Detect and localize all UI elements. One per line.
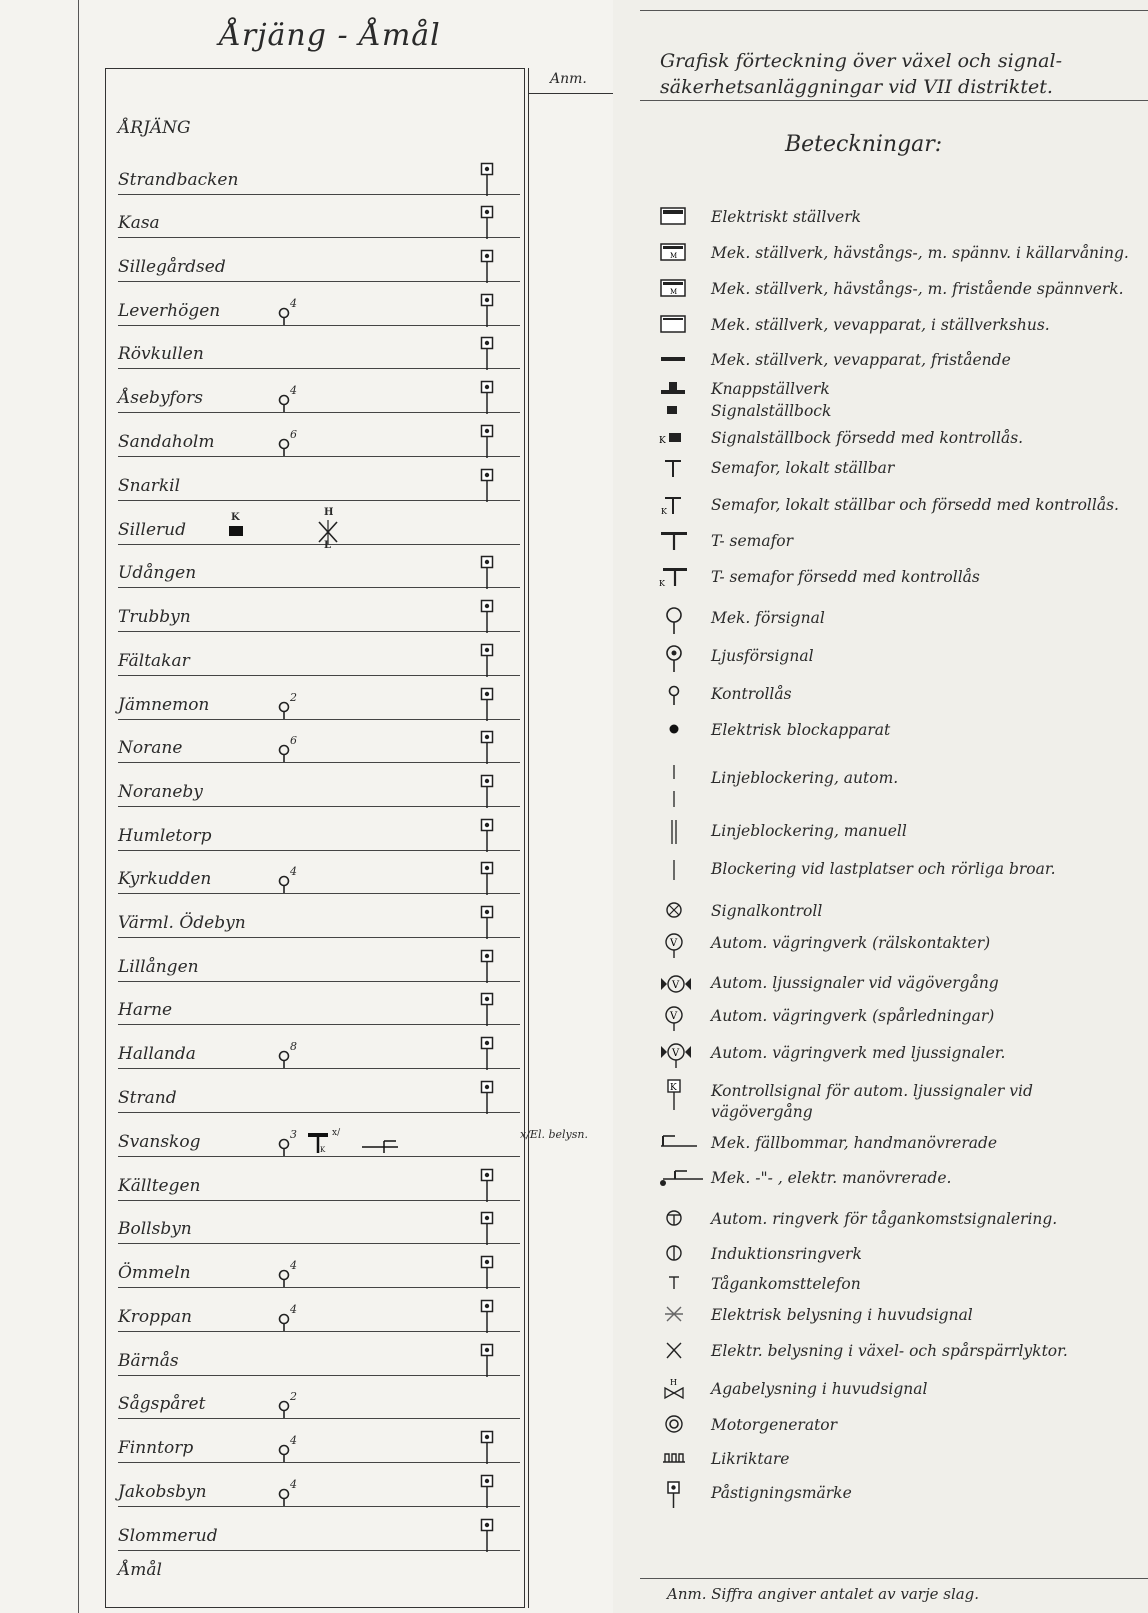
legend-text: Mek. ställverk, hävstångs-, m. fristående spännverk.	[711, 280, 1124, 298]
boarding-mark-icon	[480, 861, 494, 897]
legend-text: Mek. ställverk, hävstångs-, m. spännv. i källarvåning.	[711, 244, 1129, 262]
lock-count: 6	[290, 428, 297, 441]
station-name: Sandaholm	[118, 432, 215, 452]
station-line	[118, 806, 520, 807]
boarding-mark-icon	[480, 730, 494, 766]
legend-text: Autom. vägringverk med ljussignaler.	[711, 1044, 1006, 1062]
svg-text:V: V	[670, 1011, 678, 1022]
boarding-mark-icon	[480, 380, 494, 416]
legend-item	[655, 1165, 1145, 1195]
boarding-mark-icon	[480, 1343, 494, 1379]
control-lock-icon	[276, 1046, 302, 1072]
legend-text: Kontrollås	[711, 685, 792, 703]
boarding-mark-icon	[480, 424, 494, 460]
svg-text:K: K	[670, 1083, 677, 1093]
station-line	[118, 456, 520, 457]
auto-ringer-icon	[659, 1206, 693, 1236]
legend-text: Autom. ringverk för tågankomstsignalering.	[711, 1210, 1058, 1228]
station-name: Kroppan	[118, 1307, 192, 1327]
boarding-mark-icon	[480, 774, 494, 810]
station-name: Humletorp	[118, 826, 212, 846]
k-label: K	[231, 512, 240, 523]
boarding-mark-icon	[480, 1168, 494, 1204]
legend-item	[655, 1412, 1145, 1442]
station-row	[0, 607, 640, 637]
legend-text: Linjeblockering, manuell	[711, 822, 907, 840]
station-name: Jämnemon	[118, 695, 210, 715]
legend-text: Elektr. belysning i växel- och spårspärrlyktor.	[711, 1342, 1068, 1360]
station-line	[118, 631, 520, 632]
lock-count: 4	[290, 1478, 297, 1491]
svg-text:M: M	[670, 288, 678, 296]
legend-text: T- semafor försedd med kontrollås	[711, 568, 980, 586]
station-name: Bärnås	[118, 1351, 179, 1371]
gas-lighting-icon	[659, 1376, 693, 1406]
auto-bell-track-icon	[659, 1003, 693, 1033]
station-name: Åsebyfors	[118, 388, 203, 408]
station-name: Strandbacken	[118, 170, 239, 190]
svg-text:V: V	[672, 980, 680, 991]
electric-lighting-main-icon	[659, 1302, 693, 1332]
station-row	[0, 913, 640, 943]
station-line	[118, 850, 520, 851]
legend-text: T- semafor	[711, 532, 794, 550]
legend-item	[655, 1271, 1145, 1301]
lock-count: 6	[290, 734, 297, 747]
legend-item	[655, 455, 1145, 485]
svg-text:V: V	[672, 1048, 680, 1059]
t-semaphore-icon	[659, 528, 693, 558]
crank-interlocking-house-icon	[659, 312, 693, 342]
boarding-mark-icon	[480, 1080, 494, 1116]
bottom-rule	[640, 1578, 1148, 1579]
legend-text: Linjeblockering, autom.	[711, 769, 899, 787]
boarding-mark-icon	[659, 1480, 693, 1510]
legend-text: Mek. -"- , elektr. manövrerade.	[711, 1169, 952, 1187]
station-row	[0, 1176, 640, 1206]
legend-text: Ljusförsignal	[711, 647, 814, 665]
legend-item	[655, 347, 1145, 377]
legend-text: Mek. försignal	[711, 609, 825, 627]
h-label: H	[324, 507, 334, 518]
legend-item	[655, 1302, 1145, 1332]
legend-item	[655, 312, 1145, 342]
lock-count: 2	[290, 1390, 297, 1403]
svg-text:K: K	[659, 436, 666, 446]
legend-text: Elektrisk blockapparat	[711, 721, 891, 739]
station-line	[118, 1331, 520, 1332]
station-name: Slommerud	[118, 1526, 218, 1546]
station-row	[0, 384, 640, 418]
station-row	[0, 1040, 640, 1074]
boarding-mark-icon	[480, 555, 494, 591]
lock-count: 4	[290, 865, 297, 878]
barrier-manual-icon	[659, 1130, 693, 1160]
legend-text: Semafor, lokalt ställbar och försedd med kontrollås.	[711, 496, 1119, 514]
mech-interlocking-freestanding-icon	[659, 276, 693, 306]
station-line	[118, 500, 520, 501]
barrier-manual-icon	[362, 1138, 398, 1157]
control-lock-icon	[276, 697, 302, 723]
legend-text: Autom. vägringverk (rälskontakter)	[711, 934, 991, 952]
electric-lighting-switch-icon	[659, 1338, 693, 1368]
signal-control-icon	[659, 898, 693, 928]
station-row	[0, 257, 640, 287]
legend-item	[655, 492, 1145, 522]
station-line	[118, 281, 520, 282]
legend-title-line1: Grafisk förteckning över växel och signal-	[660, 50, 1062, 72]
station-line	[118, 719, 520, 720]
station-line	[118, 1287, 520, 1288]
svanskog-superscript: x/	[332, 1128, 341, 1138]
line-block-manual-icon	[659, 818, 693, 848]
control-signal-continuation: vägövergång	[711, 1103, 813, 1121]
boarding-mark-icon	[480, 205, 494, 241]
station-line	[118, 1024, 520, 1025]
motor-generator-icon	[659, 1412, 693, 1442]
station-row	[0, 691, 640, 725]
legend-text: Semafor, lokalt ställbar	[711, 459, 895, 477]
station-name: Lillången	[118, 957, 199, 977]
control-signal-icon	[659, 1078, 693, 1108]
control-lock-icon	[276, 1265, 302, 1291]
station-row	[0, 428, 640, 462]
arrival-phone-icon	[659, 1271, 693, 1301]
svg-text:H: H	[670, 1378, 677, 1387]
station-line	[118, 325, 520, 326]
lock-count: 4	[290, 1434, 297, 1447]
title-rule	[640, 100, 1148, 101]
station-row	[0, 734, 640, 768]
boarding-mark-icon	[480, 599, 494, 635]
station-row	[0, 782, 640, 812]
control-lock-icon	[276, 871, 302, 897]
control-lock-icon	[276, 1396, 302, 1422]
boarding-mark-icon	[480, 1211, 494, 1247]
station-line	[118, 1462, 520, 1463]
legend-text: Elektriskt ställverk	[711, 208, 862, 226]
legend-item	[655, 425, 1145, 455]
station-name: Noraneby	[118, 782, 203, 802]
l-label: L	[324, 540, 332, 551]
bottom-note: Anm. Siffra angiver antalet av varje slag.	[667, 1585, 980, 1603]
legend-text: Blockering vid lastplatser och rörliga broar.	[711, 860, 1056, 878]
station-row	[0, 865, 640, 899]
station-name: Hallanda	[118, 1044, 196, 1064]
control-lock-icon	[276, 390, 302, 416]
boarding-mark-icon	[480, 293, 494, 329]
station-line	[118, 1243, 520, 1244]
svanskog-note: x/El. belysn.	[520, 1128, 588, 1141]
legend-item	[655, 1206, 1145, 1236]
boarding-mark-icon	[480, 992, 494, 1028]
legend-item	[655, 528, 1145, 558]
control-lock-icon	[659, 681, 693, 711]
legend-text: Kontrollsignal för autom. ljussignaler vid	[711, 1082, 1033, 1100]
signal-block-lock-icon	[659, 425, 693, 455]
station-name: Finntorp	[118, 1438, 194, 1458]
signal-block-lock-icon	[229, 526, 243, 536]
station-row	[0, 1434, 640, 1468]
station-row	[0, 1526, 640, 1556]
legend-item	[655, 1241, 1145, 1271]
legend-item	[655, 930, 1145, 960]
legend-item	[655, 1376, 1145, 1406]
lock-count: 4	[290, 1259, 297, 1272]
destination-station: Åmål	[118, 1560, 162, 1580]
station-row	[0, 1303, 640, 1337]
control-lock-icon	[276, 1440, 302, 1466]
legend-text: Induktionsringverk	[711, 1245, 862, 1263]
station-row	[0, 1351, 640, 1381]
boarding-mark-icon	[480, 1299, 494, 1335]
legend-text: Signalställbock	[711, 402, 832, 420]
legend-text: Tågankomsttelefon	[711, 1275, 861, 1293]
legend-title	[660, 48, 1130, 100]
legend-item	[655, 1446, 1145, 1476]
station-line	[118, 1375, 520, 1376]
top-rule	[640, 10, 1148, 11]
legend-item	[655, 240, 1145, 270]
station-row	[0, 563, 640, 593]
station-line	[118, 1068, 520, 1069]
legend-item	[655, 765, 1145, 795]
station-name: Kyrkudden	[118, 869, 212, 889]
lock-count: 2	[290, 691, 297, 704]
auto-bell-rail-icon	[659, 930, 693, 960]
boarding-mark-icon	[480, 687, 494, 723]
station-row	[0, 1000, 640, 1030]
boarding-mark-icon	[480, 818, 494, 854]
t-semaphore-lock-icon	[308, 1131, 330, 1159]
legend-item	[655, 717, 1145, 747]
legend-item	[655, 204, 1145, 234]
legend-text: Mek. ställverk, vevapparat, i ställverkshus.	[711, 316, 1050, 334]
boarding-mark-icon	[480, 336, 494, 372]
barrier-electric-icon	[659, 1165, 693, 1195]
station-row	[0, 1219, 640, 1249]
station-name: Jakobsbyn	[118, 1482, 207, 1502]
station-name: Värml. Ödebyn	[118, 913, 246, 933]
legend-text: Mek. fällbommar, handmanövrerade	[711, 1134, 998, 1152]
boarding-mark-icon	[480, 1036, 494, 1072]
boarding-mark-icon	[480, 1255, 494, 1291]
station-name: Sågspåret	[118, 1394, 206, 1414]
station-line	[118, 1418, 520, 1419]
legend-item	[655, 818, 1145, 848]
station-row	[0, 344, 640, 374]
station-row	[0, 1088, 640, 1118]
station-line	[118, 762, 520, 763]
legend-text: Påstigningsmärke	[711, 1484, 852, 1502]
boarding-mark-icon	[480, 1430, 494, 1466]
station-name: Rövkullen	[118, 344, 204, 364]
svg-text:K: K	[659, 579, 665, 588]
electric-interlocking-icon	[659, 204, 693, 234]
boarding-mark-icon	[480, 162, 494, 198]
origin-station: ÅRJÄNG	[118, 118, 191, 138]
blocking-bridges-icon	[659, 856, 693, 886]
control-lock-icon	[276, 740, 302, 766]
legend-item	[655, 1480, 1145, 1510]
boarding-mark-icon	[480, 468, 494, 504]
legend-text: Elektrisk belysning i huvudsignal	[711, 1306, 973, 1324]
semaphore-local-lock-icon	[659, 492, 693, 522]
boarding-mark-icon	[480, 643, 494, 679]
station-name: Kasa	[118, 213, 160, 233]
station-row	[0, 651, 640, 681]
legend-item	[655, 1040, 1145, 1070]
semaphore-local-icon	[659, 455, 693, 485]
boarding-mark-icon	[480, 1518, 494, 1554]
station-name: Källtegen	[118, 1176, 201, 1196]
legend-title-line2: säkerhetsanläggningar vid VII distriktet.	[660, 76, 1053, 98]
line-block-auto-icon	[659, 765, 693, 795]
control-lock-icon	[276, 1484, 302, 1510]
lock-count: 8	[290, 1040, 297, 1053]
boarding-mark-icon	[480, 249, 494, 285]
legend-item	[655, 564, 1145, 594]
legend-text: Autom. ljussignaler vid vägövergång	[711, 974, 999, 992]
station-name: Harne	[118, 1000, 173, 1020]
station-name: Udången	[118, 563, 197, 583]
legend-text: Autom. vägringverk (spårledningar)	[711, 1007, 995, 1025]
legend-item	[655, 605, 1145, 635]
station-name: Ömmeln	[118, 1263, 191, 1283]
control-lock-icon	[276, 1309, 302, 1335]
station-line	[118, 893, 520, 894]
station-row	[0, 170, 640, 200]
station-line	[118, 194, 520, 195]
induction-ringer-icon	[659, 1241, 693, 1271]
legend-heading: Beteckningar:	[785, 132, 943, 157]
station-line	[118, 937, 520, 938]
lock-count: 4	[290, 384, 297, 397]
station-row	[0, 1478, 640, 1512]
legend-text: Likriktare	[711, 1450, 790, 1468]
auto-light-crossing-icon	[659, 970, 693, 1000]
lock-count: 4	[290, 297, 297, 310]
legend-item	[655, 970, 1145, 1000]
station-line	[118, 675, 520, 676]
t-semaphore-lock-icon	[659, 564, 693, 594]
station-line	[118, 368, 520, 369]
svg-text:K: K	[320, 1146, 326, 1154]
electric-block-icon	[659, 717, 693, 747]
mech-distant-signal-icon	[659, 605, 693, 635]
lock-count: 4	[290, 1303, 297, 1316]
station-row	[0, 213, 640, 243]
station-line	[118, 1112, 520, 1113]
rectifier-icon	[659, 1446, 693, 1476]
station-row	[0, 476, 640, 506]
station-name: Sillerud	[118, 520, 186, 540]
station-row	[0, 826, 640, 856]
boarding-mark-icon	[480, 1474, 494, 1510]
station-row	[0, 957, 640, 987]
station-name: Strand	[118, 1088, 177, 1108]
legend-item	[655, 1130, 1145, 1160]
control-lock-icon	[276, 434, 302, 460]
station-line	[118, 412, 520, 413]
signal-block-icon	[659, 398, 693, 428]
legend-item	[655, 1003, 1145, 1033]
legend-text: Agabelysning i huvudsignal	[711, 1380, 928, 1398]
station-name: Snarkil	[118, 476, 181, 496]
svg-text:K: K	[661, 507, 667, 516]
lock-count: 3	[290, 1128, 297, 1141]
station-row	[0, 1259, 640, 1293]
station-line	[118, 1506, 520, 1507]
legend-item	[655, 681, 1145, 711]
legend-text: Signalkontroll	[711, 902, 823, 920]
legend-text: Mek. ställverk, vevapparat, fristående	[711, 351, 1011, 369]
station-name: Bollsbyn	[118, 1219, 192, 1239]
legend-text: Knappställverk	[711, 380, 830, 398]
legend-item	[655, 856, 1145, 886]
light-distant-signal-icon	[659, 643, 693, 673]
control-lock-icon	[276, 303, 302, 329]
station-line	[118, 981, 520, 982]
legend-item	[655, 643, 1145, 673]
station-name: Svanskog	[118, 1132, 201, 1152]
station-line	[118, 1550, 520, 1551]
boarding-mark-icon	[480, 905, 494, 941]
station-name: Sillegårdsed	[118, 257, 226, 277]
station-line	[118, 237, 520, 238]
svg-text:M: M	[670, 252, 678, 260]
station-name: Trubbyn	[118, 607, 191, 627]
legend-item	[655, 1338, 1145, 1368]
legend-item	[655, 898, 1145, 928]
crank-interlocking-freestanding-icon	[659, 347, 693, 377]
legend-text: Signalställbock försedd med kontrollås.	[711, 429, 1024, 447]
station-name: Fältakar	[118, 651, 190, 671]
station-line	[118, 587, 520, 588]
mech-interlocking-basement-icon	[659, 240, 693, 270]
svg-text:V: V	[670, 938, 678, 949]
station-row	[0, 1390, 640, 1424]
legend-item	[655, 276, 1145, 306]
control-lock-icon	[276, 1134, 302, 1160]
station-name: Leverhögen	[118, 301, 221, 321]
auto-bell-light-icon	[659, 1040, 693, 1070]
legend-item	[655, 398, 1145, 428]
legend-text: Motorgenerator	[711, 1416, 838, 1434]
route-title: Årjäng - Åmål	[219, 18, 441, 53]
boarding-mark-icon	[480, 949, 494, 985]
station-name: Norane	[118, 738, 183, 758]
station-line	[118, 1200, 520, 1201]
anm-label: Anm.	[550, 71, 587, 87]
station-row	[0, 297, 640, 331]
